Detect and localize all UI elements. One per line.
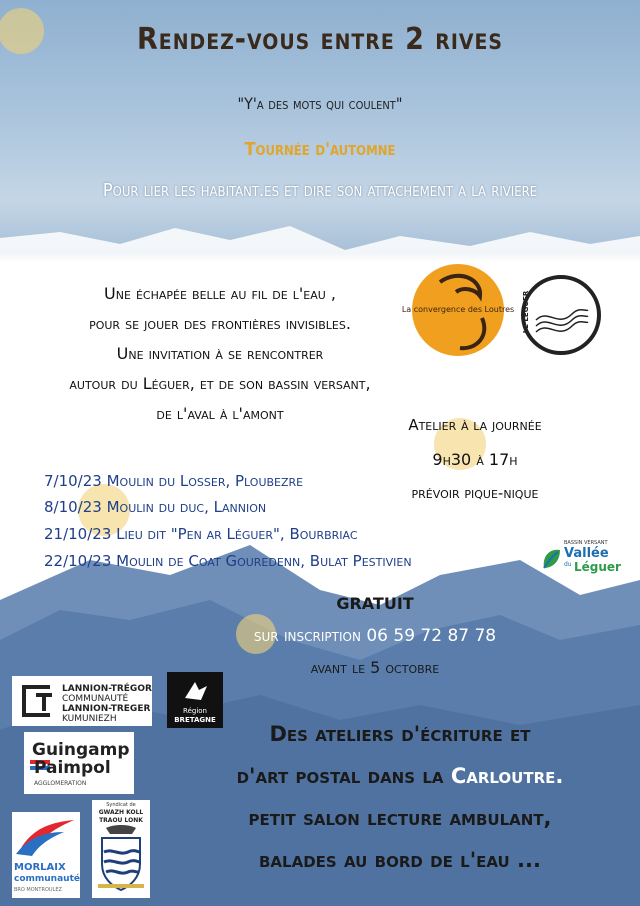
date-item: 8/10/23 Moulin du duc, Lannion [44,498,267,516]
vallee-river: Léguer [574,560,621,574]
leguer-logo-text: LE LÉGUER [522,290,530,334]
lannion-tregor-logo [12,676,152,726]
morlaix-line: communauté [14,874,80,884]
phone-line: sur inscription 06 59 72 87 78 [253,626,497,646]
gwazh-koll-logo [92,800,150,898]
paimpol-line: Paimpol [34,758,111,778]
intro-line: Une échapée belle au fil de l'eau , [104,284,336,303]
morlaix-swoosh-icon [12,814,80,858]
intro-line: pour se jouer des frontières invisibles. [89,314,351,333]
vallee-small: BASSIN VERSANT [564,540,608,546]
agglo-line: AGGLOMERATION [34,780,87,787]
region-line: BRETAGNE [174,716,216,724]
gratuit-label: GRATUIT [336,594,414,613]
intro-line: de l'aval à l'amont [156,404,284,423]
leguer-logo [518,272,604,358]
workshop-line: petit salon lecture ambulant, [248,806,552,830]
date-item: 22/10/23 Moulin de Coat Gouredenn, Bulat Pestivien [44,552,412,570]
morlaix-communaute-logo [12,812,80,898]
loutres-logo-text: La convergence des Loutres [401,305,515,314]
poster-title: Rendez-vous entre 2 rives [137,22,503,57]
deadline-line: avant le 5 octobre [310,658,440,677]
intro-line: Une invitation à se rencontrer [116,344,324,363]
tour-label: Tournée d'automne [244,139,396,160]
workshop-line: balades au bord de l'eau ... [259,848,541,872]
workshop-line: Des ateliers d'écriture et [269,722,531,746]
date-item: 21/10/23 Lieu dit "Pen ar Léguer", Bourbriac [44,525,358,543]
date-item: 7/10/23 Moulin du Losser, Ploubezre [44,472,304,490]
vallee-du: du [564,561,572,568]
leaf-icon [540,546,562,572]
guingamp-paimpol-logo [24,732,134,794]
lannion-tregor-icon [16,681,56,721]
atelier-hours: 9h30 à 17h [432,450,518,469]
poster-subtitle: "Y'a des mots qui coulent" [237,94,403,113]
ermine-icon [167,674,223,708]
workshop-text: d'art postal dans la [236,764,451,788]
lannion-line: LANNION-TREGER [62,704,151,714]
lannion-line: COMMUNAUTÉ [62,694,129,704]
atelier-picnic: prévoir pique-nique [411,484,539,502]
lannion-line: KUMUNIEZH [62,714,117,724]
vallee-name: Vallée [564,546,609,561]
purpose-line: Pour lier les habitant.es et dire son attachement a la riviere [102,180,538,201]
gwazh-line: Syndicat de [106,802,136,808]
carloutre-highlight: Carloutre. [450,764,564,788]
workshop-line-2 [180,764,620,788]
lannion-line: LANNION-TRÉGOR [62,684,152,694]
region-line: Région [183,707,207,715]
region-bretagne-logo [167,672,223,728]
vallee-leguer-logo [540,540,620,576]
intro-line: autour du Léguer, et de son bassin versant, [69,374,371,393]
atelier-label: Atelier à la journée [408,416,542,434]
guingamp-line: Guingamp [32,740,130,760]
morlaix-line: MORLAIX [14,862,66,873]
gwazh-line: GWAZH KOLL [98,809,144,816]
gwazh-line: TRAOU LONK [99,817,143,824]
morlaix-line: BRO MONTROULEZ [14,887,62,893]
convergence-loutres-logo [401,262,515,358]
gwazh-crest-icon [92,824,150,896]
